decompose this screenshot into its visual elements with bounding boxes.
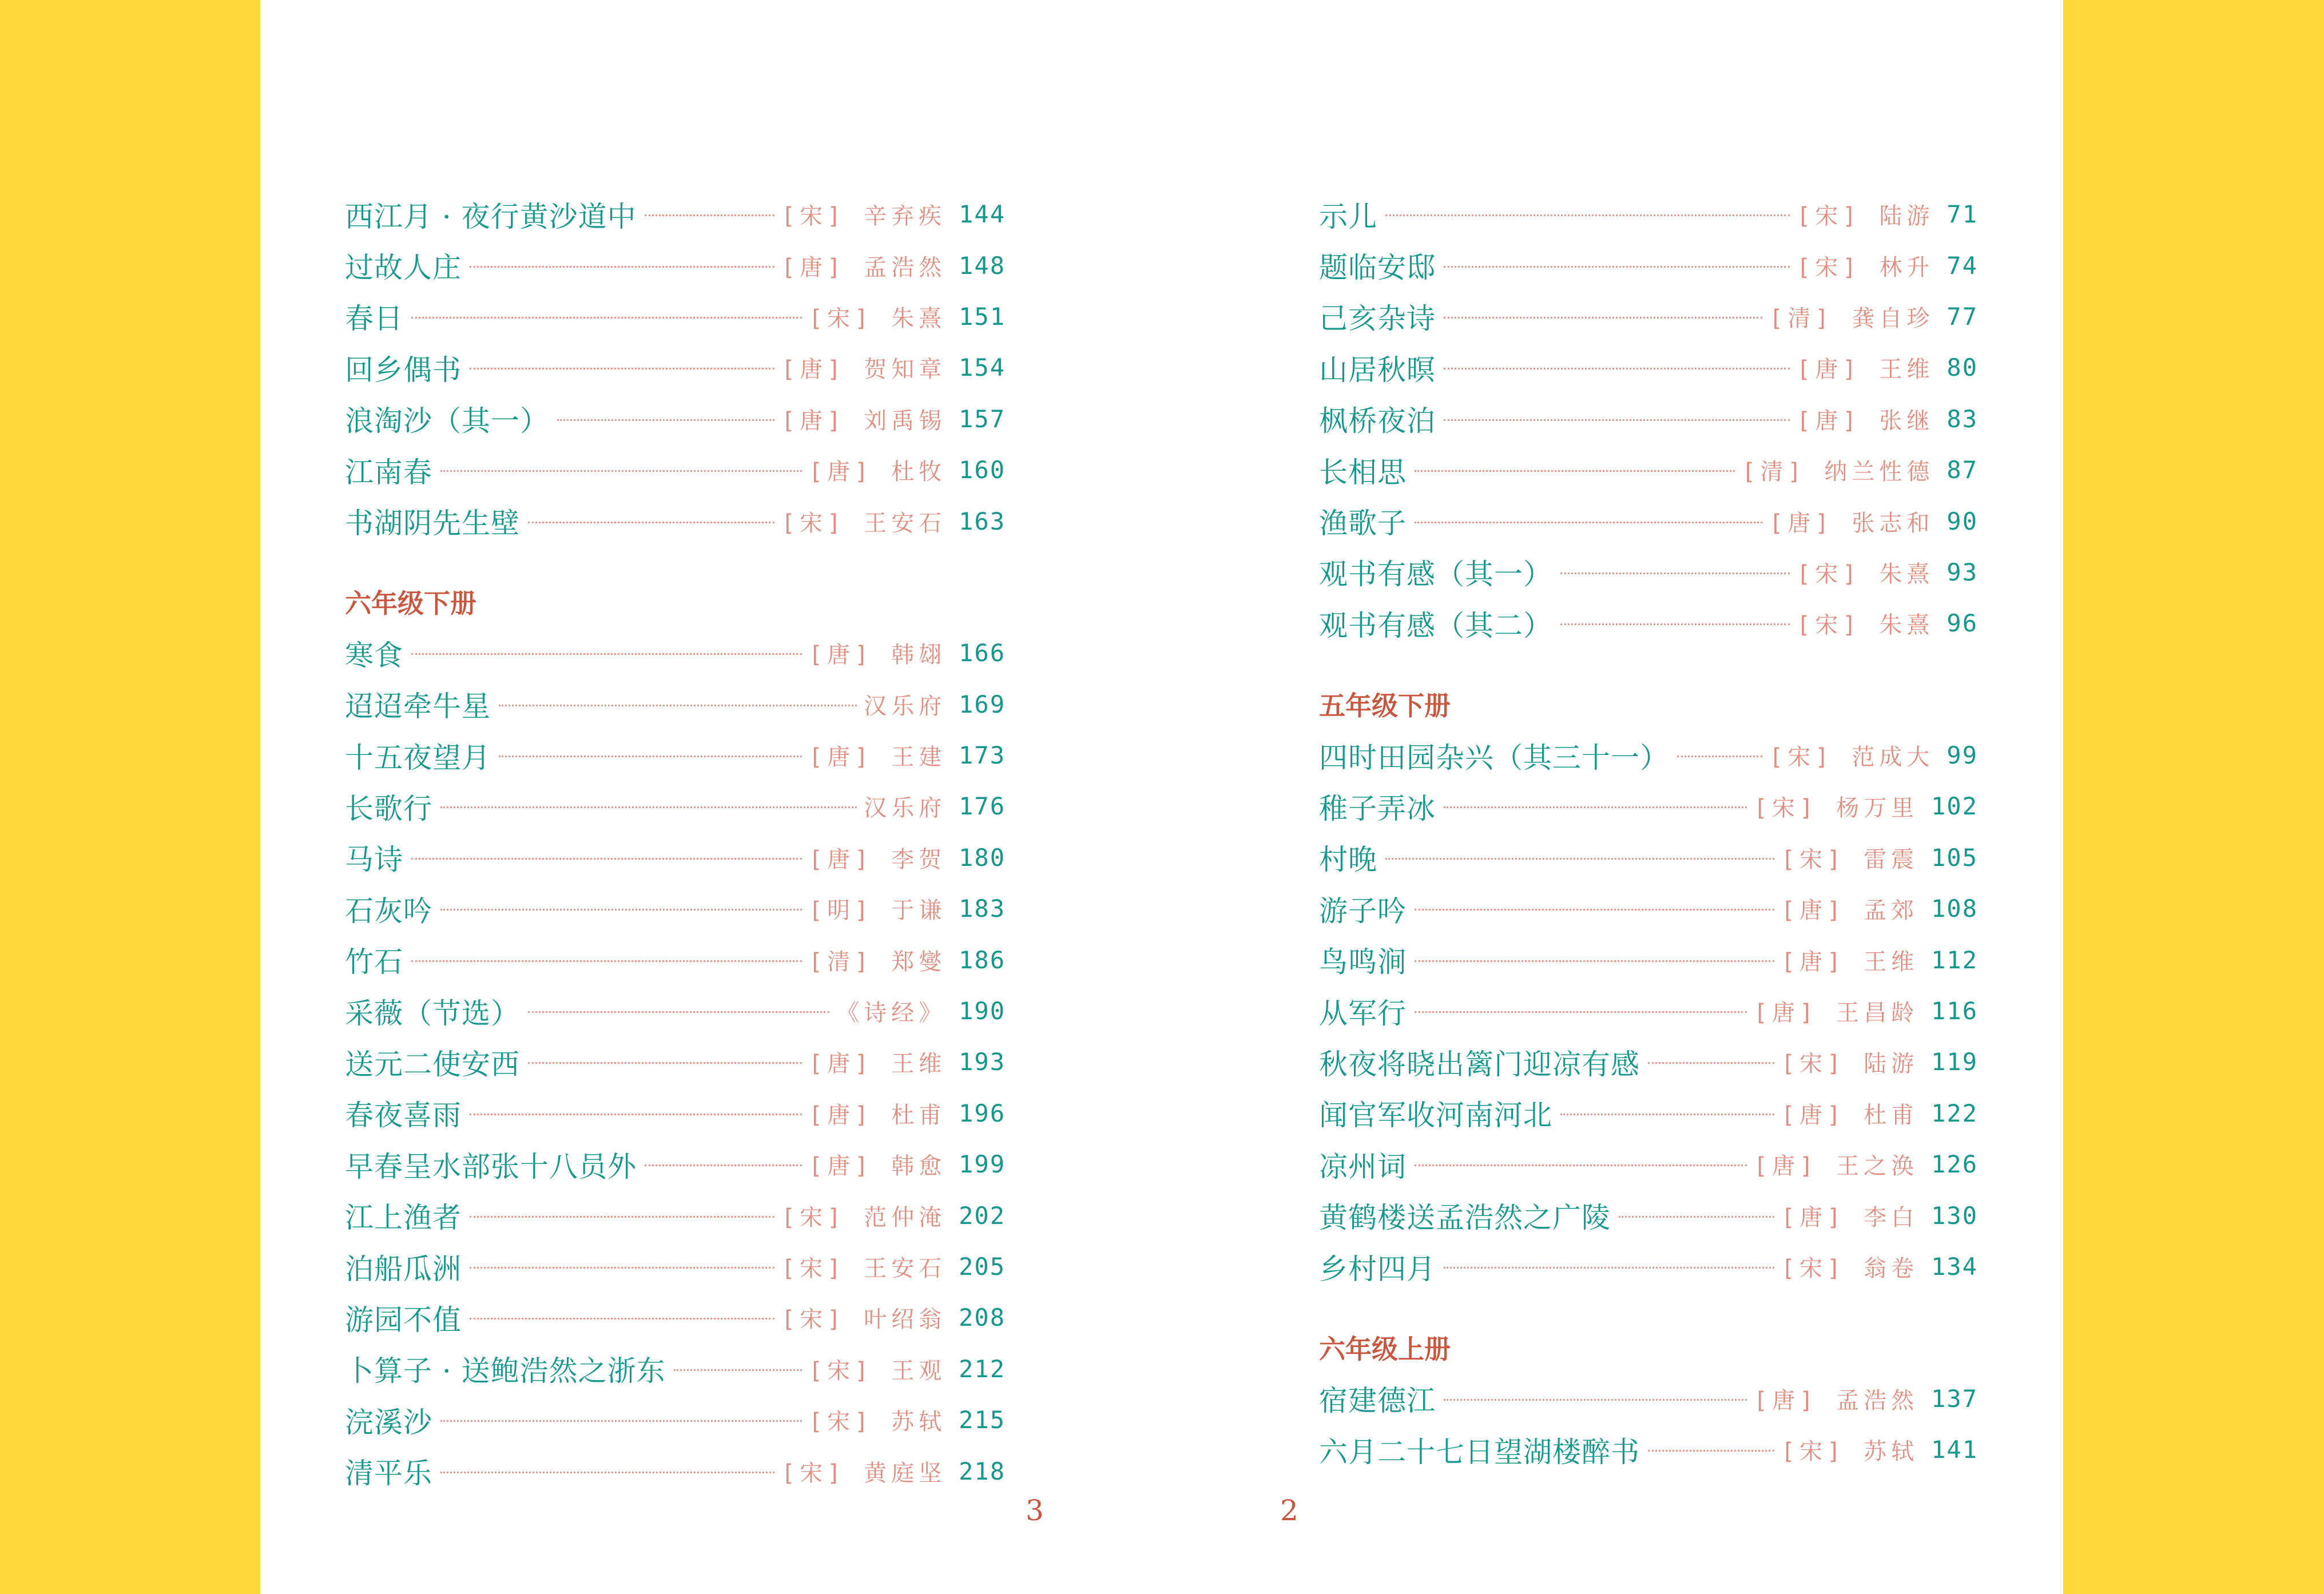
page-number: 90 — [1946, 507, 1978, 535]
toc-entry[interactable] — [1319, 781, 1978, 832]
poem-title: 过故人庄 — [345, 251, 462, 285]
toc-entry[interactable] — [345, 985, 1006, 1036]
dotted-leader — [1385, 858, 1774, 860]
dotted-leader — [1385, 214, 1790, 216]
page-number: 137 — [1931, 1384, 1978, 1413]
left-yellow-band — [0, 0, 260, 1594]
dotted-leader — [674, 1369, 802, 1371]
dotted-leader — [470, 1216, 774, 1218]
page-number: 112 — [1931, 945, 1978, 974]
page-number: 134 — [1931, 1253, 1978, 1281]
poem-title: 渔歌子 — [1319, 507, 1407, 540]
poem-author: [唐] 李白 — [1781, 1204, 1919, 1231]
page-number: 141 — [1931, 1436, 1978, 1464]
poem-title: 游子吟 — [1319, 894, 1407, 928]
section-gap — [1319, 1292, 1978, 1322]
poem-title: 闻官军收河南河北 — [1319, 1099, 1552, 1132]
page-number: 148 — [959, 251, 1006, 280]
page-number: 193 — [959, 1048, 1006, 1076]
page-number: 80 — [1946, 353, 1978, 382]
poem-author: [唐] 孟浩然 — [781, 254, 947, 281]
toc-list-top — [345, 189, 1006, 547]
page-number: 186 — [959, 945, 1006, 974]
page-number: 151 — [959, 302, 1006, 331]
poem-author: [宋] 陆游 — [1797, 203, 1934, 230]
poem-author: [清] 龚自珍 — [1769, 305, 1934, 332]
toc-entry[interactable] — [345, 934, 1006, 985]
poem-title: 采薇（节选） — [345, 996, 520, 1030]
toc-entry[interactable] — [1319, 189, 1978, 240]
poem-title: 黄鹤楼送孟浩然之广陵 — [1319, 1201, 1611, 1235]
poem-author: [唐] 韩愈 — [808, 1153, 947, 1180]
poem-title: 示儿 — [1319, 200, 1377, 233]
toc-entry[interactable] — [1319, 883, 1978, 934]
poem-title: 宿建德江 — [1319, 1384, 1436, 1418]
page-number: 169 — [959, 690, 1006, 718]
page-number: 212 — [959, 1354, 1006, 1383]
toc-entry[interactable] — [1319, 444, 1978, 495]
dotted-leader — [528, 1062, 802, 1064]
page-number: 77 — [1946, 302, 1978, 331]
poem-title: 乡村四月 — [1319, 1252, 1436, 1286]
poem-title: 六月二十七日望湖楼醉书 — [1319, 1435, 1640, 1469]
poem-author: [宋] 王安石 — [781, 1255, 947, 1282]
poem-author: [宋] 范仲淹 — [781, 1204, 947, 1231]
poem-title: 浪淘沙（其一） — [345, 404, 549, 438]
page-number: 163 — [959, 507, 1006, 535]
poem-title: 长歌行 — [345, 792, 432, 825]
page-number: 183 — [959, 895, 1006, 923]
toc-entry[interactable] — [1319, 934, 1978, 985]
poem-title: 早春呈水部张十八员外 — [345, 1150, 637, 1183]
poem-author: [宋] 朱熹 — [1797, 561, 1934, 587]
toc-entry[interactable] — [1319, 240, 1978, 291]
poem-title: 从军行 — [1319, 996, 1407, 1030]
poem-author: [唐] 王之涣 — [1753, 1153, 1919, 1180]
poem-title: 游园不值 — [345, 1303, 462, 1337]
poem-title: 石灰吟 — [345, 894, 432, 928]
page-number: 87 — [1946, 456, 1978, 484]
dotted-leader — [1560, 1114, 1774, 1115]
page-number: 99 — [1946, 741, 1978, 770]
dotted-leader — [1444, 806, 1747, 808]
poem-author: [宋] 辛弃疾 — [781, 203, 947, 230]
toc-list-grade5-vol2 — [1319, 730, 1978, 1292]
dotted-leader — [499, 756, 802, 757]
dotted-leader — [1648, 1062, 1774, 1064]
dotted-leader — [440, 1472, 774, 1473]
poem-title: 题临安邸 — [1319, 251, 1436, 285]
poem-author: 《诗经》 — [836, 1000, 947, 1027]
poem-author: [宋] 翁卷 — [1781, 1255, 1919, 1282]
dotted-leader — [1677, 756, 1762, 757]
page-number: 93 — [1946, 558, 1978, 586]
poem-author: [唐] 王维 — [1781, 948, 1919, 975]
toc-entry[interactable] — [345, 342, 1006, 393]
poem-author: [唐] 王昌龄 — [1753, 1000, 1919, 1027]
toc-entry[interactable] — [1319, 985, 1978, 1036]
toc-entry[interactable] — [1319, 598, 1978, 649]
toc-entry[interactable] — [345, 189, 1006, 240]
toc-entry[interactable] — [345, 444, 1006, 495]
page-number: 190 — [959, 997, 1006, 1025]
page-number: 116 — [1931, 997, 1978, 1025]
dotted-leader — [499, 705, 857, 706]
toc-entry[interactable] — [1319, 1241, 1978, 1292]
right-page-toc — [1319, 189, 1978, 1475]
dotted-leader — [1560, 623, 1790, 625]
dotted-leader — [1415, 522, 1762, 523]
poem-author: [宋] 苏轼 — [1781, 1438, 1919, 1465]
poem-title: 清平乐 — [345, 1457, 432, 1490]
toc-entry[interactable] — [345, 240, 1006, 291]
dotted-leader — [1619, 1216, 1774, 1218]
dotted-leader — [1415, 909, 1774, 911]
poem-author: [唐] 孟郊 — [1781, 897, 1919, 924]
dotted-leader — [470, 1114, 802, 1115]
page-number: 218 — [959, 1457, 1006, 1485]
toc-entry[interactable] — [345, 1088, 1006, 1139]
poem-author: [唐] 杜牧 — [808, 459, 947, 486]
poem-author: [宋] 王安石 — [781, 510, 947, 536]
dotted-leader — [440, 806, 857, 808]
dotted-leader — [411, 960, 802, 962]
dotted-leader — [411, 858, 802, 860]
poem-author: [唐] 刘禹锡 — [781, 407, 947, 434]
toc-entry[interactable] — [1319, 1190, 1978, 1241]
page-number: 180 — [959, 843, 1006, 872]
poem-title: 江南春 — [345, 455, 432, 489]
dotted-leader — [440, 1420, 802, 1422]
dotted-leader — [1444, 317, 1762, 319]
toc-entry[interactable] — [345, 1445, 1006, 1496]
page-number: 96 — [1946, 609, 1978, 638]
poem-author: [唐] 杜甫 — [808, 1102, 947, 1128]
poem-title: 迢迢牵牛星 — [345, 690, 491, 724]
toc-entry[interactable] — [345, 1190, 1006, 1241]
poem-author: [明] 于谦 — [808, 897, 947, 924]
page-number: 160 — [959, 456, 1006, 484]
page-number: 102 — [1931, 792, 1978, 821]
toc-entry[interactable] — [345, 679, 1006, 730]
right-page-number: 2 — [1280, 1494, 1298, 1527]
dotted-leader — [1648, 1450, 1774, 1452]
poem-author: [宋] 林升 — [1797, 254, 1934, 281]
toc-entry[interactable] — [345, 291, 1006, 342]
toc-entry[interactable] — [1319, 1139, 1978, 1190]
poem-title: 泊船瓜洲 — [345, 1252, 462, 1286]
poem-title: 浣溪沙 — [345, 1405, 432, 1439]
poem-title: 枫桥夜泊 — [1319, 404, 1436, 438]
poem-title: 村晚 — [1319, 843, 1377, 877]
dotted-leader — [411, 653, 802, 655]
poem-title: 凉州词 — [1319, 1150, 1407, 1183]
toc-entry[interactable] — [345, 1343, 1006, 1394]
toc-entry[interactable] — [1319, 1088, 1978, 1139]
page-number: 215 — [959, 1406, 1006, 1434]
poem-author: [清] 纳兰性德 — [1742, 459, 1934, 486]
toc-list-top — [1319, 189, 1978, 649]
toc-entry[interactable] — [1319, 547, 1978, 598]
toc-entry[interactable] — [1319, 730, 1978, 781]
poem-title: 马诗 — [345, 843, 403, 877]
poem-author: [宋] 黄庭坚 — [781, 1460, 947, 1486]
poem-author: [宋] 范成大 — [1769, 744, 1934, 771]
toc-entry[interactable] — [1319, 832, 1978, 883]
poem-author: [宋] 苏轼 — [808, 1409, 947, 1436]
section-heading-grade5-vol2: 五年级下册 — [1319, 690, 1451, 722]
toc-list-grade6-vol2 — [345, 627, 1006, 1497]
poem-title: 山居秋暝 — [1319, 353, 1436, 387]
dotted-leader — [645, 214, 774, 216]
page-number: 108 — [1931, 895, 1978, 923]
poem-author: [唐] 王维 — [808, 1051, 947, 1078]
poem-title: 长相思 — [1319, 455, 1407, 489]
poem-title: 鸟鸣涧 — [1319, 945, 1407, 979]
poem-title: 四时田园杂兴（其三十一） — [1319, 741, 1669, 774]
page-number: 157 — [959, 404, 1006, 433]
toc-entry[interactable] — [345, 832, 1006, 883]
toc-entry[interactable] — [1319, 393, 1978, 444]
dotted-leader — [470, 1318, 774, 1319]
toc-entry[interactable] — [345, 1394, 1006, 1445]
left-page-number: 3 — [1026, 1494, 1044, 1527]
dotted-leader — [557, 419, 774, 421]
toc-entry[interactable] — [345, 781, 1006, 832]
right-yellow-band — [2063, 0, 2324, 1594]
poem-author: [唐] 张志和 — [1769, 510, 1934, 536]
toc-entry[interactable] — [1319, 342, 1978, 393]
poem-title: 卜算子 · 送鲍浩然之浙东 — [345, 1354, 666, 1388]
poem-title: 己亥杂诗 — [1319, 302, 1436, 336]
page-number: 202 — [959, 1201, 1006, 1230]
dotted-leader — [528, 522, 774, 523]
poem-author: [唐] 王建 — [808, 744, 947, 771]
poem-author: [宋] 王观 — [808, 1357, 947, 1384]
page-number: 176 — [959, 792, 1006, 821]
dotted-leader — [528, 1011, 829, 1013]
poem-author: [唐] 贺知章 — [781, 356, 947, 383]
page-number: 74 — [1946, 251, 1978, 280]
dotted-leader — [470, 266, 774, 268]
poem-author: 汉乐府 — [864, 795, 947, 822]
dotted-leader — [1415, 1164, 1747, 1166]
dotted-leader — [440, 470, 802, 472]
page-number: 71 — [1946, 200, 1978, 229]
page-number: 208 — [959, 1303, 1006, 1332]
dotted-leader — [1444, 368, 1790, 369]
page-number: 154 — [959, 353, 1006, 382]
page-number: 196 — [959, 1099, 1006, 1127]
toc-entry[interactable] — [345, 883, 1006, 934]
poem-title: 稚子弄冰 — [1319, 792, 1436, 825]
dotted-leader — [645, 1164, 802, 1166]
poem-author: [宋] 陆游 — [1781, 1051, 1919, 1078]
dotted-leader — [1444, 266, 1790, 268]
poem-author: [唐] 李贺 — [808, 846, 947, 873]
poem-author: [宋] 雷震 — [1781, 846, 1919, 873]
poem-author: [宋] 朱熹 — [808, 305, 947, 332]
toc-list-grade6-vol1 — [1319, 1373, 1978, 1476]
poem-title: 西江月 · 夜行黄沙道中 — [345, 200, 637, 233]
page-number: 119 — [1931, 1048, 1978, 1076]
poem-title: 书湖阴先生壁 — [345, 507, 520, 540]
section-gap — [1319, 649, 1978, 679]
poem-author: 汉乐府 — [864, 693, 947, 720]
left-page-toc — [345, 189, 1006, 1497]
dotted-leader — [1444, 1399, 1747, 1401]
dotted-leader — [1560, 573, 1790, 574]
section-heading-grade6-vol1: 六年级上册 — [1319, 1333, 1451, 1365]
dotted-leader — [1415, 960, 1774, 962]
toc-entry[interactable] — [1319, 291, 1978, 342]
poem-author: [宋] 叶绍翁 — [781, 1306, 947, 1333]
poem-author: [宋] 杨万里 — [1753, 795, 1919, 822]
poem-author: [唐] 孟浩然 — [1753, 1387, 1919, 1414]
poem-title: 竹石 — [345, 945, 403, 979]
toc-entry[interactable] — [345, 495, 1006, 546]
section-gap — [345, 547, 1006, 577]
toc-entry[interactable] — [345, 393, 1006, 444]
poem-title: 回乡偶书 — [345, 353, 462, 387]
poem-title: 江上渔者 — [345, 1201, 462, 1235]
page-number: 122 — [1931, 1099, 1978, 1127]
page-number: 166 — [959, 639, 1006, 667]
poem-author: [唐] 杜甫 — [1781, 1102, 1919, 1128]
poem-title: 秋夜将晓出篱门迎凉有感 — [1319, 1047, 1640, 1081]
page-number: 105 — [1931, 843, 1978, 872]
toc-entry[interactable] — [1319, 495, 1978, 546]
poem-title: 寒食 — [345, 638, 403, 672]
poem-author: [宋] 朱熹 — [1797, 612, 1934, 639]
poem-title: 送元二使安西 — [345, 1047, 520, 1081]
page-number: 205 — [959, 1253, 1006, 1281]
toc-entry[interactable] — [345, 1139, 1006, 1190]
poem-title: 春日 — [345, 302, 403, 336]
toc-entry[interactable] — [345, 730, 1006, 781]
toc-entry[interactable] — [345, 1241, 1006, 1292]
poem-title: 春夜喜雨 — [345, 1099, 462, 1132]
toc-entry[interactable] — [345, 1036, 1006, 1087]
dotted-leader — [411, 317, 802, 319]
dotted-leader — [1415, 1011, 1747, 1013]
toc-entry[interactable] — [345, 1292, 1006, 1343]
poem-title: 观书有感（其一） — [1319, 558, 1552, 591]
toc-entry[interactable] — [1319, 1373, 1978, 1424]
dotted-leader — [1444, 1267, 1774, 1269]
page-number: 173 — [959, 741, 1006, 770]
dotted-leader — [1415, 470, 1735, 472]
page-number: 130 — [1931, 1201, 1978, 1230]
toc-entry[interactable] — [1319, 1424, 1978, 1475]
page-number: 144 — [959, 200, 1006, 229]
page-number: 83 — [1946, 404, 1978, 433]
page-number: 126 — [1931, 1150, 1978, 1179]
toc-entry[interactable] — [345, 627, 1006, 678]
dotted-leader — [470, 368, 774, 369]
poem-author: [唐] 张继 — [1797, 407, 1934, 434]
dotted-leader — [470, 1267, 774, 1269]
toc-entry[interactable] — [1319, 1036, 1978, 1087]
dotted-leader — [1444, 419, 1790, 421]
section-heading-grade6-vol2: 六年级下册 — [345, 588, 476, 619]
poem-author: [唐] 王维 — [1797, 356, 1934, 383]
dotted-leader — [440, 909, 802, 911]
poem-title: 十五夜望月 — [345, 741, 491, 774]
page-number: 199 — [959, 1150, 1006, 1179]
poem-title: 观书有感（其二） — [1319, 609, 1552, 642]
poem-author: [清] 郑燮 — [808, 948, 947, 975]
poem-author: [唐] 韩翃 — [808, 642, 947, 669]
